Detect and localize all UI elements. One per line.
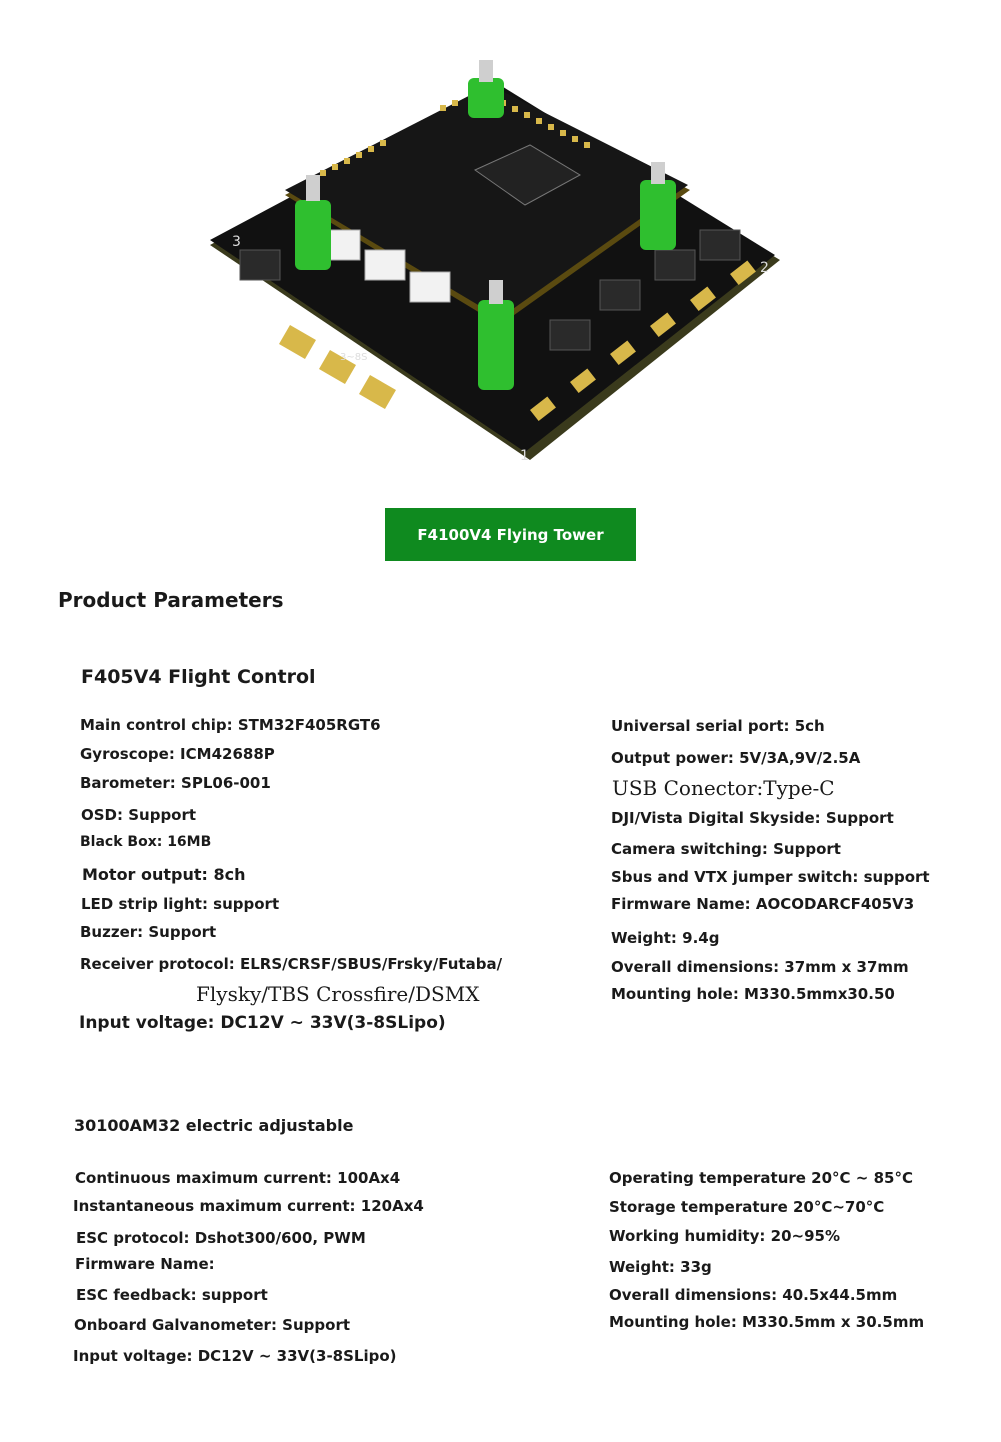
fc-spec-input-voltage: Input voltage: DC12V ~ 33V(3-8SLipo) <box>79 1013 446 1033</box>
esc-spec-storage-temp: Storage temperature 20°C~70°C <box>609 1198 885 1216</box>
fc-spec-buzzer: Buzzer: Support <box>80 923 217 941</box>
fc-spec-dji-vista: DJI/Vista Digital Skyside: Support <box>611 809 894 827</box>
fc-spec-firmware-name: Firmware Name: AOCODARCF405V3 <box>611 895 915 913</box>
fc-spec-serial-port: Universal serial port: 5ch <box>611 717 825 735</box>
esc-spec-operating-temp: Operating temperature 20°C ~ 85°C <box>609 1169 913 1187</box>
product-image <box>200 50 800 480</box>
fc-spec-weight: Weight: 9.4g <box>611 929 720 947</box>
fc-spec-main-chip: Main control chip: STM32F405RGT6 <box>80 716 381 734</box>
fc-spec-black-box: Black Box: 16MB <box>80 834 212 850</box>
product-title: F4100V4 Flying Tower <box>417 525 604 544</box>
fc-spec-gyroscope: Gyroscope: ICM42688P <box>80 745 275 763</box>
corner-label-2: 2 <box>760 260 769 276</box>
fc-spec-usb-connector: USB Conector:Type-C <box>612 776 835 800</box>
voltage-label: 3~8S <box>340 352 368 363</box>
fc-spec-sbus-vtx: Sbus and VTX jumper switch: support <box>611 868 930 886</box>
fc-spec-osd: OSD: Support <box>81 806 197 824</box>
flight-control-heading: F405V4 Flight Control <box>81 666 316 688</box>
esc-spec-firmware-name: Firmware Name: <box>75 1255 215 1273</box>
corner-label-3: 3 <box>232 234 241 250</box>
fc-spec-dimensions: Overall dimensions: 37mm x 37mm <box>611 958 909 976</box>
esc-spec-input-voltage: Input voltage: DC12V ~ 33V(3-8SLipo) <box>73 1347 397 1365</box>
fc-spec-barometer: Barometer: SPL06-001 <box>80 774 271 792</box>
corner-label-1: 1 <box>520 448 529 464</box>
fc-spec-receiver-protocol-cont: Flysky/TBS Crossfire/DSMX <box>196 982 480 1006</box>
esc-spec-dimensions: Overall dimensions: 40.5x44.5mm <box>609 1286 898 1304</box>
product-title-banner <box>385 508 636 561</box>
esc-spec-humidity: Working humidity: 20~95% <box>609 1227 840 1245</box>
esc-spec-instant-current: Instantaneous maximum current: 120Ax4 <box>73 1197 424 1215</box>
esc-spec-galvanometer: Onboard Galvanometer: Support <box>74 1316 351 1334</box>
fc-spec-output-power: Output power: 5V/3A,9V/2.5A <box>611 749 861 767</box>
esc-heading: 30100AM32 electric adjustable <box>74 1116 354 1135</box>
fc-spec-led-strip: LED strip light: support <box>81 895 280 913</box>
section-heading: Product Parameters <box>58 588 284 612</box>
fc-spec-motor-output: Motor output: 8ch <box>82 865 246 884</box>
fc-spec-mounting-hole: Mounting hole: M330.5mmx30.50 <box>611 985 895 1003</box>
esc-spec-feedback: ESC feedback: support <box>76 1286 268 1304</box>
esc-spec-weight: Weight: 33g <box>609 1258 712 1276</box>
esc-spec-continuous-current: Continuous maximum current: 100Ax4 <box>75 1169 401 1187</box>
esc-spec-protocol: ESC protocol: Dshot300/600, PWM <box>76 1229 366 1247</box>
esc-spec-mounting-hole: Mounting hole: M330.5mm x 30.5mm <box>609 1313 925 1331</box>
fc-spec-camera-switching: Camera switching: Support <box>611 840 841 858</box>
fc-spec-receiver-protocol: Receiver protocol: ELRS/CRSF/SBUS/Frsky/Futaba/ <box>80 955 503 973</box>
